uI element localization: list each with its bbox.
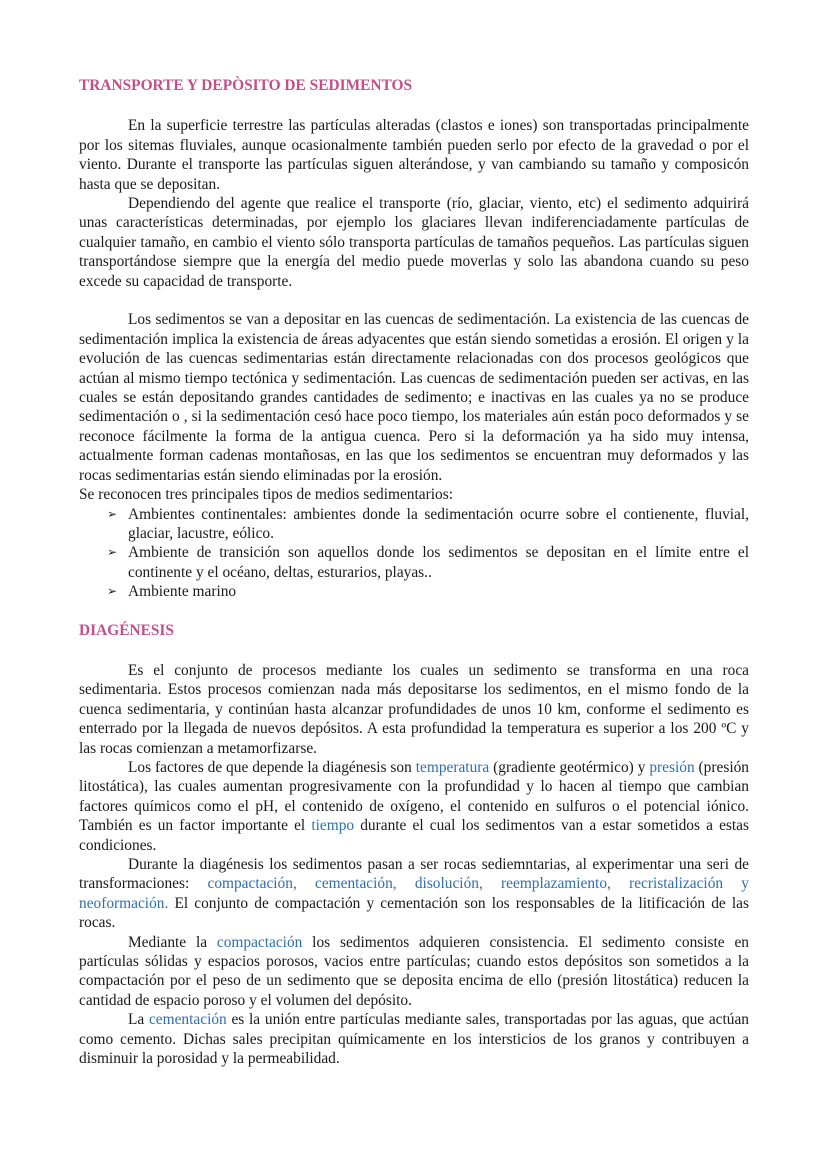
text-run: Los factores de que depende la diagénesis son	[128, 758, 416, 776]
text-run: es la unión entre partículas mediante sales, transportadas por las aguas, que actúan como cemento. Dichas sales precipitan químicamente en los intersticios de los granos y contribuyen a disminuir la porosidad y la permeabilidad.	[79, 1011, 749, 1068]
paragraph-transporte-1: En la superficie terrestre las partículas alteradas (clastos e iones) son transportadas principalmente por los sitemas fluviales, aunque ocasionalmente también pueden serlo por efecto de la gravedad o por el viento. Durante el transporte las partículas siguen alterándose, y van cambiando su tamaño y composicón hasta que se depositan.	[79, 117, 749, 193]
arrowhead-bullet-icon: ➢	[106, 506, 118, 521]
text-run: El conjunto de compactación y cementación son los responsables de la litificación de las rocas.	[79, 894, 749, 932]
arrowhead-bullet-icon: ➢	[106, 584, 118, 599]
paragraph-cuencas: Los sedimentos se van a depositar en las cuencas de sedimentación. La existencia de las cuencas de sedimentación implica la existencia de áreas adyacentes que están siendo sometidas a erosión. El origen y la evolución de las cuencas sedimentarias están directamente relacionadas con dos procesos geológicos que actúan al mismo tiempo tectónica y sedimentación. Las cuencas de sedimentación pueden ser activas, en las cuales se están depositando grandes cantidades de sedimento; e inactivas en las cuales ya no se produce sedimentación o , si la sedimentación cesó hace poco tiempo, los materiales aún están poco deformados y se reconoce fácilmente la forma de la antigua cuenca. Pero si la deformación ya ha sido muy intensa, actualmente forman cadenas montañosas, en las que los sedimentos se encuentran muy deformados y las rocas sedimentarias están siendo eliminadas por la erosión.	[79, 311, 749, 484]
paragraph-diagenesis-factores	[79, 758, 749, 855]
paragraph-cementacion	[79, 1010, 749, 1068]
list-item	[79, 505, 749, 544]
highlight-transformaciones: compactación, cementación, disolución, reemplazamiento, recristalización y neoformación.	[79, 875, 749, 912]
text-run: durante el cual los sedimentos van a estar sometidos a estas condiciones.	[79, 817, 749, 854]
medios-sedimentarios-list	[79, 505, 749, 602]
list-item-text: Ambientes continentales: ambientes donde la sedimentación ocurre sobre el contienente, fluvial, glaciar, lacustre, eólico.	[128, 505, 749, 542]
list-item-text: Ambiente de transición son aquellos donde los sedimentos se depositan en el límite entre el continente y el océano, deltas, esturarios, playas..	[128, 544, 749, 581]
document-page	[79, 76, 749, 1068]
paragraph-transporte-2: Dependiendo del agente que realice el transporte (río, glaciar, viento, etc) el sedimento adquirirá unas características determinadas, por ejemplo los glaciares llevan indiferenciadamente partículas de cualquier tamaño, en cambio el viento sólo transporta partículas de tamaños pequeños. Las partículas siguen transportándose siempre que la energía del medio puede moverlas y solo las abandona cuando su peso excede su capacidad de transporte.	[79, 195, 749, 290]
list-item	[79, 582, 749, 601]
text-run: los sedimentos adquieren consistencia. El sedimento consiste en partículas sólidas y espacios porosos, vacios entre partículas; cuando estos depósitos son sometidos a la compactación por el peso de un sedimento que se deposita encima de ello (presión litostática) reducen la cantidad de espacio poroso y el volumen del depósito.	[79, 933, 749, 1009]
text-run: Mediante la	[128, 933, 217, 951]
text-run: (gradiente geotérmico) y	[489, 758, 650, 776]
highlight-tiempo: tiempo	[311, 817, 355, 835]
highlight-presion: presión	[649, 758, 695, 776]
list-item	[79, 543, 749, 582]
section-title-diagenesis: DIAGÉNESIS	[79, 621, 174, 639]
highlight-temperatura: temperatura	[415, 758, 490, 776]
highlight-cementacion: cementación	[148, 1011, 227, 1029]
paragraph-diagenesis-1: Es el conjunto de procesos mediante los cuales un sedimento se transforma en una roca sedimentaria. Estos procesos comienzan nada más depositarse los sedimentos, en el mismo fondo de la cuenca sedimentaria, y continúan hasta alcanzar profundidades de unos 10 km, conforme el sedimento es enterrado por la llegada de nuevos depósitos. A esta profundidad la temperatura es superior a los 200 ºC y las rocas comienzan a metamorfizarse.	[79, 661, 749, 757]
arrowhead-bullet-icon: ➢	[106, 545, 118, 560]
section-title-transporte: TRANSPORTE Y DEPÒSITO DE SEDIMENTOS	[79, 77, 413, 94]
highlight-compactacion: compactación	[216, 933, 303, 951]
list-item-text: Ambiente marino	[128, 583, 237, 601]
text-run: Durante la diagénesis los sedimentos pasan a ser rocas sediemntarias, al experimentar una seri de transformaciones:	[79, 856, 749, 893]
text-run: La	[128, 1011, 149, 1029]
paragraph-list-intro: Se reconocen tres principales tipos de medios sedimentarios:	[79, 486, 453, 504]
paragraph-diagenesis-transformaciones	[79, 855, 749, 933]
text-run: (presión litostática), las cuales aumentan progresivamente con la profundidad y lo hacen al tiempo que cambian factores químicos como el pH, el contenido de oxígeno, el contenido en sulfuros o el potencial iónico. También es un factor importante el	[79, 758, 749, 835]
paragraph-compactacion	[79, 933, 749, 1011]
